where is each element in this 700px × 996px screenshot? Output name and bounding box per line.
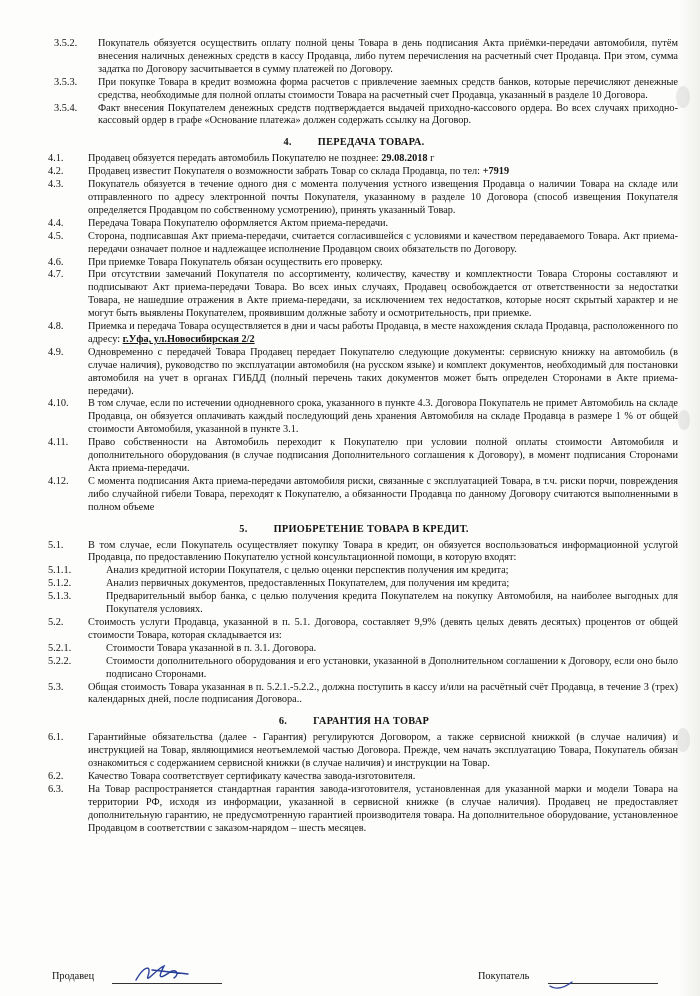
clause-5-1-1 bbox=[30, 565, 678, 578]
clause-text: При отсутствии замечаний Покупателя по ассортименту, количеству, качеству и комплектности Товара Стороны составляют и подписывают Акт приема-передачи Товара. Во всех иных случаях, Продавец освобождается от ответственности за недостатки Товара, не нашедшие отражения в Акте приема-передачи, за исключением тех недостатков, которые носят скрытый характер и не могут быть выявлены Покупателем, проявившим должные заботу и осмотрительность, при приемке. bbox=[88, 269, 678, 320]
clause-text bbox=[88, 321, 678, 347]
clause-number: 4.12. bbox=[48, 475, 69, 487]
clause-text-part: Продавец обязуется передать автомобиль Покупателю не позднее: bbox=[88, 153, 382, 165]
clause-5-2 bbox=[30, 617, 678, 643]
clause-number: 5.2. bbox=[48, 616, 64, 628]
clause-text: Покупатель обязуется осуществить оплату полной цены Товара в день подписания Акта приёмки-передачи автомобиля, путём внесения наличных денежных средств в кассу Продавца, либо путем перечисления на расчетный счет Продавца. При этом, сумма задатка по Договору засчитывается в сумму платежей по Договору. bbox=[98, 38, 678, 75]
clause-5-1-3 bbox=[30, 591, 678, 617]
clause-number: 4.8. bbox=[48, 321, 64, 333]
seller-label: Продавец bbox=[52, 971, 95, 982]
warehouse-address: г.Уфа, ул.Новосибирская 2/2 bbox=[122, 333, 255, 345]
buyer-signature-icon bbox=[546, 972, 586, 992]
document-body bbox=[30, 38, 678, 835]
clause-text: Стоимость услуги Продавца, указанной в п. 5.1. Договора, составляет 9,9% (девять целых девять десятых) процентов от общей стоимости Товара, которая складывается из: bbox=[88, 616, 678, 641]
clause-3-5-4 bbox=[30, 103, 678, 129]
clause-text: С момента подписания Акта приема-передачи автомобиля риски, связанные с эксплуатацией Товара, в т.ч. риски порчи, повреждения либо случайной гибели Товара, переходят к Покупателю, а обязанности Продавца по данному Договору считаются выполненными в полном объеме bbox=[88, 475, 678, 513]
clause-text: Покупатель обязуется в течение одного дня с момента получения устного извещения Продавца о наличии Товара на складе или отправленного по адресу электронной почты Покупателя, указанному в разделе 10 Договора (способ извещения Покупателя определяется Продавцом по собственному усмотрению), принять указанный Товар. bbox=[88, 179, 678, 216]
signature-footer bbox=[52, 968, 672, 990]
clause-number: 3.5.2. bbox=[54, 38, 78, 49]
clause-number: 5.3. bbox=[48, 681, 64, 693]
clause-text bbox=[88, 153, 678, 166]
clause-3-5-2 bbox=[30, 38, 678, 77]
section-4-items bbox=[30, 153, 678, 514]
seller-signature-icon bbox=[130, 960, 200, 986]
clause-text-part: г bbox=[427, 153, 435, 165]
clause-text: В том случае, если по истечении однодневного срока, указанного в пункте 4.3. Договора Покупатель не примет Автомобиль на складе Продавца, он обязуется оплачивать каждый последующий день хранения Автомобиля на складе Продавца в размере 1 % от общей стоимости Автомобиля, указанной в пункте 3.1. bbox=[88, 398, 678, 436]
section-5-heading bbox=[30, 524, 678, 537]
buyer-label: Покупатель bbox=[478, 971, 530, 982]
clause-4-1 bbox=[30, 153, 678, 166]
clause-4-6 bbox=[30, 257, 678, 270]
scan-smudge bbox=[676, 86, 690, 108]
clause-number: 4.1. bbox=[48, 153, 64, 165]
clause-number: 6.2. bbox=[48, 770, 64, 782]
clause-text: При покупке Товара в кредит возможна форма расчетов с привлечение заемных средств банков, которые перечисляют денежные средства, необходимые для полной оплаты стоимости Товара на расчетный счет Продавца, указанный в разделе 10 Договора. bbox=[98, 76, 678, 101]
clause-number: 4.6. bbox=[48, 256, 64, 268]
section-title: ПРИОБРЕТЕНИЕ ТОВАРА В КРЕДИТ. bbox=[273, 523, 469, 535]
section-number: 5. bbox=[239, 523, 248, 535]
clause-text: При приемке Товара Покупатель обязан осуществить его проверку. bbox=[88, 256, 383, 268]
clause-text: Факт внесения Покупателем денежных средств подтверждается выдачей приходно-кассового ордера. Во всех случаях приходно-кассовый ордер в графе «Основание платежа» должен содержать ссылку на Договор. bbox=[98, 102, 678, 127]
clause-number: 5.1.2. bbox=[48, 578, 72, 590]
scan-smudge bbox=[678, 410, 690, 430]
clause-4-10 bbox=[30, 398, 678, 437]
section-number: 6. bbox=[278, 716, 288, 728]
clause-text bbox=[88, 166, 678, 179]
clause-text: Качество Товара соответствует сертификату качества завода-изготовителя. bbox=[88, 770, 416, 782]
section-6-items bbox=[30, 732, 678, 835]
clause-4-7 bbox=[30, 269, 678, 321]
clause-5-2-2 bbox=[30, 656, 678, 682]
clause-number: 4.3. bbox=[48, 179, 64, 191]
clause-number: 4.7. bbox=[48, 269, 64, 281]
section-3-items bbox=[30, 38, 678, 128]
clause-3-5-3 bbox=[30, 77, 678, 103]
clause-6-2 bbox=[30, 771, 678, 784]
clause-number: 6.3. bbox=[48, 783, 64, 795]
clause-text: Общая стоимость Товара указанная в п. 5.2.1.-5.2.2., должна поступить в кассу и/или на расчётный счёт Продавца, в течение 3 (трех) календарных дней, после подписания Договора.. bbox=[88, 681, 678, 706]
clause-text-part: Приемка и передача Товара осуществляется в дни и часы работы Продавца, в месте нахождения склада Продавца, расположенного по адресу: bbox=[88, 321, 678, 345]
clause-text: Предварительный выбор банка, с целью получения кредита Покупателем на покупку Автомобиля, на наиболее выгодных для Покупателя условиях. bbox=[106, 591, 678, 616]
clause-6-3 bbox=[30, 784, 678, 836]
section-title: ГАРАНТИЯ НА ТОВАР bbox=[313, 716, 430, 728]
clause-5-3 bbox=[30, 682, 678, 708]
clause-text: На Товар распространяется стандартная гарантия завода-изготовителя, установленная для указанной марки и модели Товара на территории РФ, исходя из информации, указанной в сервисной книжке (в случае наличия). Продавец не предоставляет дополнительную гарантию, не предусмотренную гарантией производителя товара. На дополнительное оборудование, установленное Продавцом в соответствии с заказом-нарядом – шесть месяцев. bbox=[88, 783, 678, 834]
section-number: 4. bbox=[283, 137, 292, 149]
clause-text: Одновременно с передачей Товара Продавец передает Покупателю следующие документы: сервисную книжку на автомобиль (в случае наличия), руководство по эксплуатации автомобиля (на русском языке) и комплект документов, необходимый для постановки автомобиля на учет в органах ГИБДД (полный перечень таких документов может быть определен Сторонами в Акте приема-передачи). bbox=[88, 346, 678, 397]
scan-smudge bbox=[676, 728, 690, 752]
clause-6-1 bbox=[30, 732, 678, 771]
clause-4-8 bbox=[30, 321, 678, 347]
section-title: ПЕРЕДАЧА ТОВАРА. bbox=[317, 137, 425, 149]
clause-number: 5.1.1. bbox=[48, 565, 72, 577]
section-5-items bbox=[30, 540, 678, 708]
clause-number: 3.5.3. bbox=[54, 76, 78, 88]
section-4-heading bbox=[30, 137, 678, 150]
clause-5-1 bbox=[30, 540, 678, 566]
scan-edge-shadow bbox=[678, 0, 700, 996]
clause-5-2-1 bbox=[30, 643, 678, 656]
clause-text: Анализ первичных документов, предоставленных Покупателем, для получения им кредита; bbox=[106, 578, 510, 590]
clause-text: Стоимости Товара указанной в п. 3.1. Договора. bbox=[106, 642, 317, 654]
clause-number: 4.11. bbox=[48, 437, 69, 449]
delivery-date: 29.08.2018 bbox=[381, 153, 428, 165]
clause-number: 5.2.1. bbox=[48, 642, 72, 654]
clause-number: 3.5.4. bbox=[54, 102, 78, 114]
clause-4-12 bbox=[30, 476, 678, 515]
clause-number: 4.5. bbox=[48, 230, 64, 242]
clause-number: 5.1.3. bbox=[48, 591, 72, 603]
clause-text: Стоимости дополнительного оборудования и его установки, указанной в Дополнительном соглашении к Договору, если оно было подписано Сторонами. bbox=[106, 655, 678, 680]
clause-number: 5.1. bbox=[48, 539, 64, 551]
clause-5-1-2 bbox=[30, 578, 678, 591]
clause-number: 4.2. bbox=[48, 166, 64, 178]
clause-4-5 bbox=[30, 231, 678, 257]
clause-text: Право собственности на Автомобиль переходит к Покупателю при условии полной оплаты стоимости Автомобиля и дополнительного оборудования (в случае подписания Дополнительного соглашения к Договору), в момент подписания Сторонами Акта приема-передачи. bbox=[88, 437, 678, 474]
clause-number: 5.2.2. bbox=[48, 655, 72, 667]
clause-4-2 bbox=[30, 166, 678, 179]
clause-number: 4.9. bbox=[48, 346, 64, 358]
clause-text: В том случае, если Покупатель осуществляет покупку Товара в кредит, он обязуется воспользоваться информационной услугой Продавца, по предоставлению Покупателю устной консультационной помощи, в которую входят: bbox=[88, 539, 678, 564]
clause-4-3 bbox=[30, 179, 678, 218]
phone-number: +7919 bbox=[482, 166, 510, 178]
clause-4-4 bbox=[30, 218, 678, 231]
section-6-heading bbox=[30, 716, 678, 729]
clause-number: 4.4. bbox=[48, 217, 64, 229]
clause-number: 6.1. bbox=[48, 732, 64, 744]
clause-text: Анализ кредитной истории Покупателя, с целью оценки перспектив получения им кредита; bbox=[106, 565, 509, 577]
clause-text: Передача Товара Покупателю оформляется Актом приема-передачи. bbox=[88, 217, 389, 229]
clause-text: Гарантийные обязательства (далее - Гарантия) регулируются Договором, а также сервисной книжкой (в случае наличия) и инструкцией на Товар, являющимися неотъемлемой частью Договора. Прежде, чем начать эксплуатацию Товара, Покупатель обязан ознакомиться с содержанием сервисной книжки (в случае наличия) и инструкции на Товар. bbox=[88, 732, 678, 770]
clause-text: Сторона, подписавшая Акт приема-передачи, считается согласившейся с условиями и качеством передаваемого Товара. Акт приема-передачи означает полное и надлежащее исполнение Продавцом своих обязательств по Договору. bbox=[88, 230, 678, 255]
clause-number: 4.10. bbox=[48, 398, 69, 410]
clause-text-part: Продавец известит Покупателя о возможности забрать Товар со склада Продавца, по тел: bbox=[88, 166, 483, 178]
clause-4-11 bbox=[30, 437, 678, 476]
clause-4-9 bbox=[30, 347, 678, 399]
